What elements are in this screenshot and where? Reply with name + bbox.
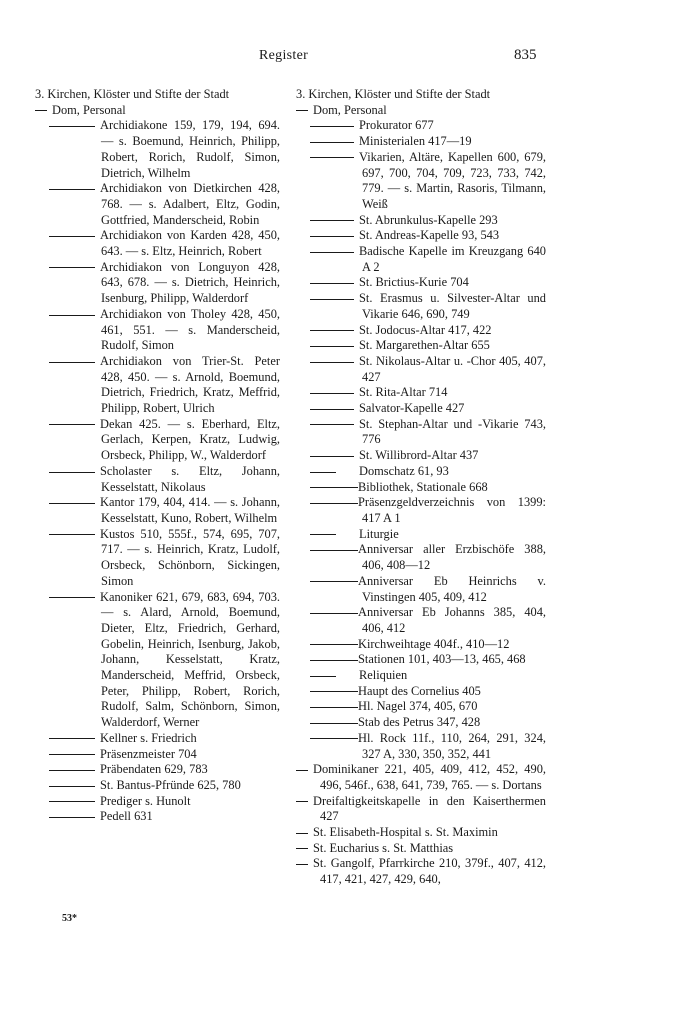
entry-dash bbox=[296, 801, 308, 802]
index-entry-text: Präsenzgeldverzeichnis von 1399: 417 A 1 bbox=[358, 495, 546, 525]
index-entry-text: Haupt des Cornelius 405 bbox=[358, 683, 481, 698]
index-entry-text: Prediger s. Hunolt bbox=[100, 793, 191, 808]
index-entry bbox=[296, 338, 546, 354]
index-entry bbox=[35, 778, 280, 794]
entry-dash bbox=[310, 126, 354, 127]
index-entry bbox=[296, 150, 546, 213]
entry-dash bbox=[310, 299, 354, 300]
index-entry bbox=[35, 495, 280, 526]
index-entry bbox=[35, 307, 280, 354]
index-entry bbox=[296, 542, 546, 573]
index-entry bbox=[35, 417, 280, 464]
entry-dash bbox=[296, 770, 308, 771]
index-entry-text: Archidiakon von Karden 428, 450, 643. — s. Eltz, Heinrich, Robert bbox=[100, 228, 280, 259]
entry-dash bbox=[310, 362, 354, 363]
index-entry bbox=[35, 762, 280, 778]
index-entry bbox=[35, 747, 280, 763]
index-entry-text: 3. Kirchen, Klöster und Stifte der Stadt bbox=[296, 87, 491, 101]
index-entry-text: St. Brictius-Kurie 704 bbox=[359, 275, 469, 290]
entry-dash bbox=[310, 581, 358, 582]
index-entry bbox=[35, 590, 280, 731]
index-entry bbox=[296, 228, 546, 244]
entry-dash bbox=[49, 362, 95, 363]
index-entry-text: Prokurator 677 bbox=[359, 118, 434, 133]
index-entry bbox=[296, 448, 546, 464]
entry-dash bbox=[310, 707, 358, 708]
entry-dash bbox=[310, 723, 358, 724]
index-entry bbox=[296, 574, 546, 605]
index-entry bbox=[35, 527, 280, 590]
entry-dash bbox=[49, 126, 95, 127]
index-entry bbox=[296, 244, 546, 275]
index-entry-text: Liturgie bbox=[359, 526, 399, 541]
right-column bbox=[296, 87, 546, 888]
index-entry bbox=[296, 794, 546, 825]
index-entry bbox=[296, 323, 546, 339]
index-entry bbox=[296, 699, 546, 715]
index-entry-text: Kanoniker 621, 679, 683, 694, 703. — s. Alard, Arnold, Boemund, Dieter, Eltz, Friedrich, Gerhard, Gobelin, Heinrich, Isenburg, Jakob, Johann, Kesselstatt, Kratz, Manderscheid, Meffrid, Orsbeck, Peter, Philipp, Robert, Rorich, Rudolf, Salm, Schönborn, Simon, Walderdorf, Werner bbox=[100, 589, 280, 730]
index-entry bbox=[296, 715, 546, 731]
index-entry-text: Anniversar aller Erzbischöfe 388, 406, 408—12 bbox=[358, 542, 546, 573]
index-entry bbox=[296, 134, 546, 150]
index-entry-text: Ministerialen 417—19 bbox=[359, 134, 472, 149]
entry-dash bbox=[49, 503, 95, 504]
index-entry-text: St. Bantus-Pfründe 625, 780 bbox=[100, 777, 241, 792]
index-entry-text: Dom, Personal bbox=[313, 102, 387, 117]
index-entry bbox=[296, 291, 546, 322]
index-entry-text: St. Eucharius s. St. Matthias bbox=[313, 840, 454, 855]
entry-dash bbox=[49, 754, 95, 755]
index-entry bbox=[296, 275, 546, 291]
entry-dash bbox=[296, 110, 308, 111]
index-entry-text: Anniversar Eb Heinrichs v. Vinstingen 405, 409, 412 bbox=[358, 573, 546, 604]
entry-dash bbox=[49, 424, 95, 425]
entry-dash bbox=[49, 770, 95, 771]
index-entry-text: Reliquien bbox=[359, 668, 408, 683]
index-entry bbox=[296, 652, 546, 668]
index-entry bbox=[35, 464, 280, 495]
running-head bbox=[0, 48, 700, 66]
entry-dash bbox=[310, 330, 354, 331]
index-entry bbox=[296, 480, 546, 496]
entry-dash bbox=[296, 833, 308, 834]
entry-dash bbox=[310, 424, 354, 425]
index-entry-text: Stab des Petrus 347, 428 bbox=[358, 715, 481, 730]
entry-dash bbox=[310, 252, 354, 253]
entry-dash bbox=[49, 472, 95, 473]
index-entry-text: Bibliothek, Stationale 668 bbox=[358, 479, 488, 494]
index-entry-text: Präsenzmeister 704 bbox=[100, 746, 197, 761]
index-entry bbox=[296, 87, 546, 103]
index-entry bbox=[35, 260, 280, 307]
page-number: 835 bbox=[514, 47, 537, 63]
index-entry-text: St. Nikolaus-Altar u. -Chor 405, 407, 427 bbox=[359, 353, 546, 384]
index-entry-text: Dom, Personal bbox=[52, 102, 126, 117]
index-entry bbox=[296, 684, 546, 700]
entry-dash bbox=[310, 456, 354, 457]
entry-dash bbox=[310, 220, 354, 221]
index-entry-text: Anniversar Eb Johanns 385, 404, 406, 412 bbox=[358, 605, 546, 635]
index-entry-text: Stationen 101, 403—13, 465, 468 bbox=[358, 652, 526, 667]
entry-dash bbox=[310, 660, 358, 661]
index-entry bbox=[296, 762, 546, 793]
index-entry-text: St. Margarethen-Altar 655 bbox=[359, 338, 490, 353]
index-entry bbox=[296, 464, 546, 480]
index-entry bbox=[35, 118, 280, 181]
index-entry bbox=[35, 354, 280, 417]
index-entry-text: St. Stephan-Altar und -Vikarie 743, 776 bbox=[359, 416, 546, 447]
entry-dash bbox=[310, 676, 336, 677]
index-entry bbox=[35, 87, 280, 103]
index-entry-text: St. Rita-Altar 714 bbox=[359, 385, 448, 400]
entry-dash bbox=[49, 315, 95, 316]
entry-dash bbox=[310, 691, 358, 692]
index-entry bbox=[35, 103, 280, 119]
index-entry bbox=[296, 605, 546, 636]
entry-dash bbox=[49, 817, 95, 818]
index-entry bbox=[296, 825, 546, 841]
entry-dash bbox=[310, 346, 354, 347]
index-entry bbox=[296, 856, 546, 887]
entry-dash bbox=[49, 534, 95, 535]
entry-dash bbox=[49, 801, 95, 802]
entry-dash bbox=[310, 487, 358, 488]
entry-dash bbox=[49, 738, 95, 739]
index-entry-text: Hl. Rock 11f., 110, 264, 291, 324, 327 A, 330, 350, 352, 441 bbox=[358, 730, 546, 761]
index-entry bbox=[296, 401, 546, 417]
entry-dash bbox=[35, 110, 47, 111]
index-entry bbox=[296, 417, 546, 448]
index-entry-text: Präbendaten 629, 783 bbox=[100, 762, 208, 777]
index-entry bbox=[296, 213, 546, 229]
index-entry bbox=[296, 118, 546, 134]
index-entry-text: Scholaster s. Eltz, Johann, Kesselstatt, Nikolaus bbox=[100, 463, 280, 494]
index-entry-text: Dreifaltigkeitskapelle in den Kaiserthermen 427 bbox=[313, 793, 546, 824]
index-entry bbox=[296, 637, 546, 653]
index-entry-text: St. Erasmus u. Silvester-Altar und Vikarie 646, 690, 749 bbox=[359, 291, 546, 321]
entry-dash bbox=[296, 848, 308, 849]
index-entry-text: Vikarien, Altäre, Kapellen 600, 679, 697, 700, 704, 709, 723, 733, 742, 779. — s. Martin, Rasoris, Tilmann, Weiß bbox=[359, 149, 546, 211]
entry-dash bbox=[296, 864, 308, 865]
entry-dash bbox=[49, 189, 95, 190]
index-entry bbox=[35, 731, 280, 747]
entry-dash bbox=[310, 283, 354, 284]
index-entry-text: Archidiakon von Tholey 428, 450, 461, 551. — s. Manderscheid, Rudolf, Simon bbox=[100, 306, 280, 353]
index-entry-text: Badische Kapelle im Kreuzgang 640 A 2 bbox=[359, 244, 546, 274]
index-entry-text: St. Willibrord-Altar 437 bbox=[359, 448, 479, 463]
entry-dash bbox=[49, 786, 95, 787]
index-entry-text: Kellner s. Friedrich bbox=[100, 730, 197, 745]
entry-dash bbox=[310, 644, 358, 645]
index-entry-text: St. Gangolf, Pfarrkirche 210, 379f., 407, 412, 417, 421, 427, 429, 640, bbox=[313, 856, 546, 887]
entry-dash bbox=[310, 534, 336, 535]
entry-dash bbox=[310, 142, 354, 143]
index-entry-text: Dominikaner 221, 405, 409, 412, 452, 490, 496, 546f., 638, 641, 739, 765. — s. Dortans bbox=[313, 762, 546, 792]
index-entry bbox=[35, 794, 280, 810]
entry-dash bbox=[310, 503, 358, 504]
index-entry-text: St. Elisabeth-Hospital s. St. Maximin bbox=[313, 825, 498, 840]
index-entry-text: Salvator-Kapelle 427 bbox=[359, 401, 465, 416]
entry-dash bbox=[310, 472, 336, 473]
index-entry-text: 3. Kirchen, Klöster und Stifte der Stadt bbox=[35, 87, 230, 101]
index-entry bbox=[296, 731, 546, 762]
index-entry-text: Archidiakon von Dietkirchen 428, 768. — s. Adalbert, Eltz, Godin, Gottfried, Manderscheid, Robin bbox=[100, 181, 280, 227]
index-entry-text: St. Abrunkulus-Kapelle 293 bbox=[359, 212, 498, 227]
index-entry-text: Kirchweihtage 404f., 410—12 bbox=[358, 636, 510, 651]
index-entry-text: Hl. Nagel 374, 405, 670 bbox=[358, 699, 478, 714]
index-entry-text: Archidiakone 159, 179, 194, 694. — s. Boemund, Heinrich, Philipp, Robert, Rorich, Rudolf, Simon, Dietrich, Wilhelm bbox=[100, 118, 280, 180]
entry-dash bbox=[49, 267, 95, 268]
index-entry-text: St. Andreas-Kapelle 93, 543 bbox=[359, 228, 500, 243]
index-entry bbox=[296, 354, 546, 385]
index-entry-text: Archidiakon von Longuyon 428, 643, 678. — s. Dietrich, Heinrich, Isenburg, Philipp, Walderdorf bbox=[100, 259, 280, 306]
index-entry-text: Domschatz 61, 93 bbox=[359, 463, 449, 478]
running-head-title: Register bbox=[259, 48, 309, 63]
entry-dash bbox=[310, 157, 354, 158]
index-entry bbox=[35, 181, 280, 228]
entry-dash bbox=[310, 409, 354, 410]
index-entry-text: Pedell 631 bbox=[100, 809, 153, 824]
entry-dash bbox=[310, 393, 354, 394]
signature-mark: 53* bbox=[62, 913, 77, 924]
index-entry bbox=[296, 527, 546, 543]
index-entry-text: Kustos 510, 555f., 574, 695, 707, 717. — s. Heinrich, Kratz, Ludolf, Orsbeck, Schönborn, Sickingen, Simon bbox=[100, 526, 280, 588]
index-entry bbox=[35, 228, 280, 259]
index-entry-text: St. Jodocus-Altar 417, 422 bbox=[359, 322, 492, 337]
left-column bbox=[35, 87, 280, 825]
index-entry bbox=[296, 385, 546, 401]
index-entry bbox=[296, 495, 546, 526]
index-entry bbox=[296, 841, 546, 857]
entry-dash bbox=[310, 236, 354, 237]
index-entry bbox=[296, 103, 546, 119]
entry-dash bbox=[310, 738, 358, 739]
entry-dash bbox=[310, 613, 358, 614]
index-entry bbox=[296, 668, 546, 684]
index-entry-text: Archidiakon von Trier-St. Peter 428, 450. — s. Arnold, Boemund, Dietrich, Friedrich, Kratz, Meffrid, Philipp, Robert, Ulrich bbox=[100, 353, 280, 416]
entry-dash bbox=[310, 550, 358, 551]
entry-dash bbox=[49, 597, 95, 598]
index-entry bbox=[35, 809, 280, 825]
index-entry-text: Dekan 425. — s. Eberhard, Eltz, Gerlach, Kerpen, Kratz, Ludwig, Orsbeck, Philipp, W., Walderdorf bbox=[100, 416, 280, 463]
index-entry-text: Kantor 179, 404, 414. — s. Johann, Kesselstatt, Kuno, Robert, Wilhelm bbox=[100, 495, 280, 525]
entry-dash bbox=[49, 236, 95, 237]
